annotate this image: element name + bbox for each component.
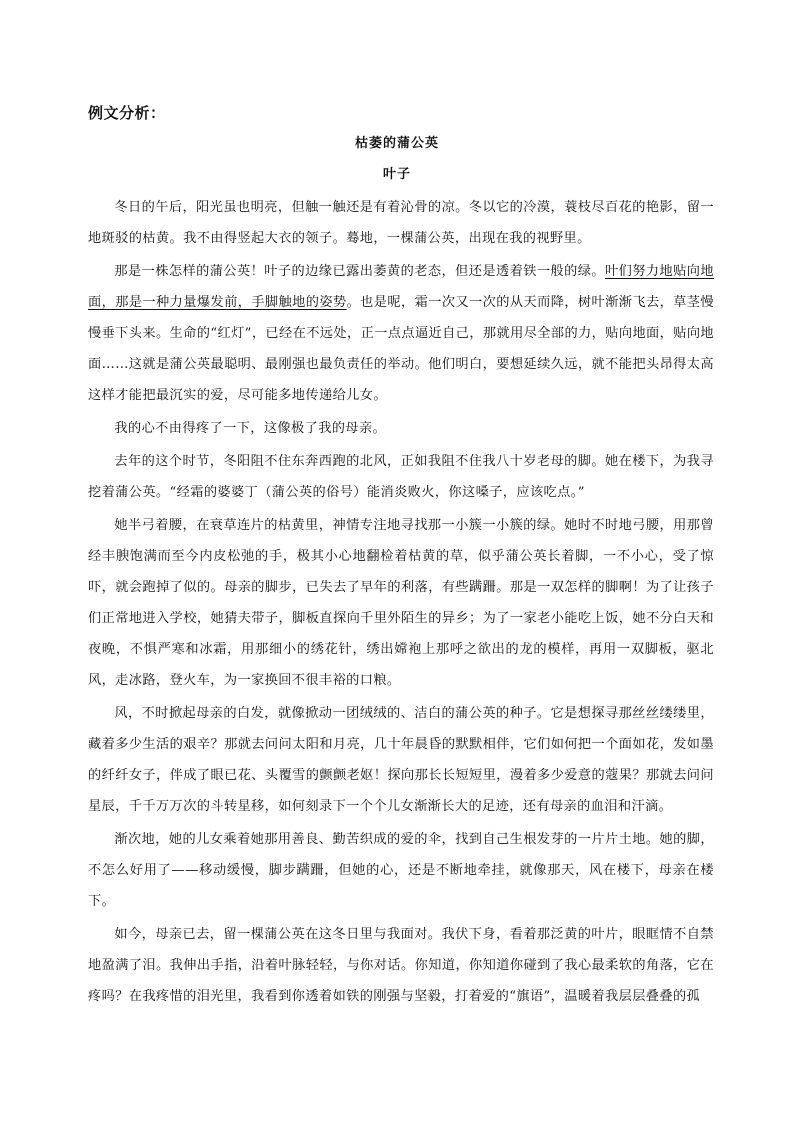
paragraph: 冬日的午后，阳光虽也明亮，但触一触还是有着沁骨的凉。冬以它的冷漠，蓑枝尽百花的艳影，留一地斑驳的枯黄。我不由得竖起大衣的领子。蓦地，一棵蒲公英，出现在我的视野里。	[88, 200, 714, 246]
paragraph: 如今，母亲已去，留一棵蒲公英在这冬日里与我面对。我伏下身，看着那泛黄的叶片，眼眶情不自禁地盈满了泪。我伸出手指，沿着叶脉轻轻，与你对话。你知道，你知道你碰到了我心最柔软的角落，它在疼吗？在我疼惜的泪光里，我看到你透着如铁的刚强与坚毅，打着爱的“旗语”，温暖着我层层叠叠的孤	[88, 927, 714, 1004]
section-heading: 例文分析：	[88, 104, 166, 122]
paragraph: 我的心不由得疼了一下，这像极了我的母亲。	[114, 421, 387, 436]
paragraph: 风，不时掀起母亲的白发，就像掀动一团绒绒的、洁白的蒲公英的种子。它是想探寻那丝丝缕缕里，藏着多少生活的艰辛？那就去问问太阳和月亮，几十年晨昏的默默相伴，它们如何把一个面如花，发如墨的纤纤女子，伴成了眼已花、头覆雪的颤颤老妪！探向那长长短短里，漫着多少爱意的蔻果？那就去问问星辰，千千万万次的斗转星移，如何刻录下一个个儿女渐渐长大的足迹，还有母亲的血泪和汗滴。	[88, 706, 714, 814]
paragraph	[88, 256, 714, 411]
paragraph: 她半弓着腰，在衰草连片的枯黄里，神情专注地寻找那一小簇一小簇的绿。她时不时地弓腰，用那曾经丰腴饱满而至今内皮松弛的手，极其小心地翻检着枯黄的草，似乎蒲公英长着脚，一不小心，受了惊吓，就会跑掉了似的。母亲的脚步，已失去了早年的利落，有些蹒跚。那是一双怎样的脚啊！为了让孩子们正常地进入学校，她猜夫带子，脚板直探向千里外陌生的异乡；为了一家老小能吃上饭，她不分白天和夜晚，不惧严寒和冰霜，用那细小的绣花针，绣出嫦袍上那呼之欲出的龙的模样，再用一双脚板，驱北风，走冰路，登火车，为一家换回不很丰裕的口粮。	[88, 518, 714, 688]
essay-title: 枯萎的蒲公英	[354, 136, 439, 151]
paragraph-text: 。也是呢，霜一次又一次的从天而降，树叶渐渐飞去，草茎慢慢垂下头来。生命的“红灯”，已经在不远处，正一点点逼近自己，那就用尽全部的力，贴向地面，贴向地面……这就是蒲公英最聪明、最刚强也最负责任的举动。他们明白，要想延续久远，就不能把头昂得太高这样才能把最沉实的爱，尽可能多地传递给儿女。	[88, 295, 714, 403]
paragraph: 渐次地，她的儿女乘着她那用善良、勤苦织成的爱的伞，找到自己生根发芽的一片片土地。她的脚，不怎么好用了——移动缓慢，脚步蹒跚，但她的心，还是不断地牵挂，就像那天，风在楼下，母亲在楼下。	[88, 832, 714, 909]
underlined-sentence: 叶们努力地贴向地面，那是一种力量爆发前，手脚触地的姿势	[88, 264, 714, 310]
paragraph: 去年的这个时节，冬阳阻不住东奔西跑的北风，正如我阻不住我八十岁老母的脚。她在楼下，为我寻挖着蒲公英。“经霜的婆婆丁（蒲公英的俗号）能消炎败火，你这嗓子，应该吃点。”	[88, 454, 714, 500]
essay-body	[88, 192, 714, 1014]
paragraph-text: 那是一株怎样的蒲公英！叶子的边缘已露出萎黄的老态，但还是透着铁一般的绿。	[114, 264, 606, 279]
essay-author: 叶子	[382, 167, 411, 182]
